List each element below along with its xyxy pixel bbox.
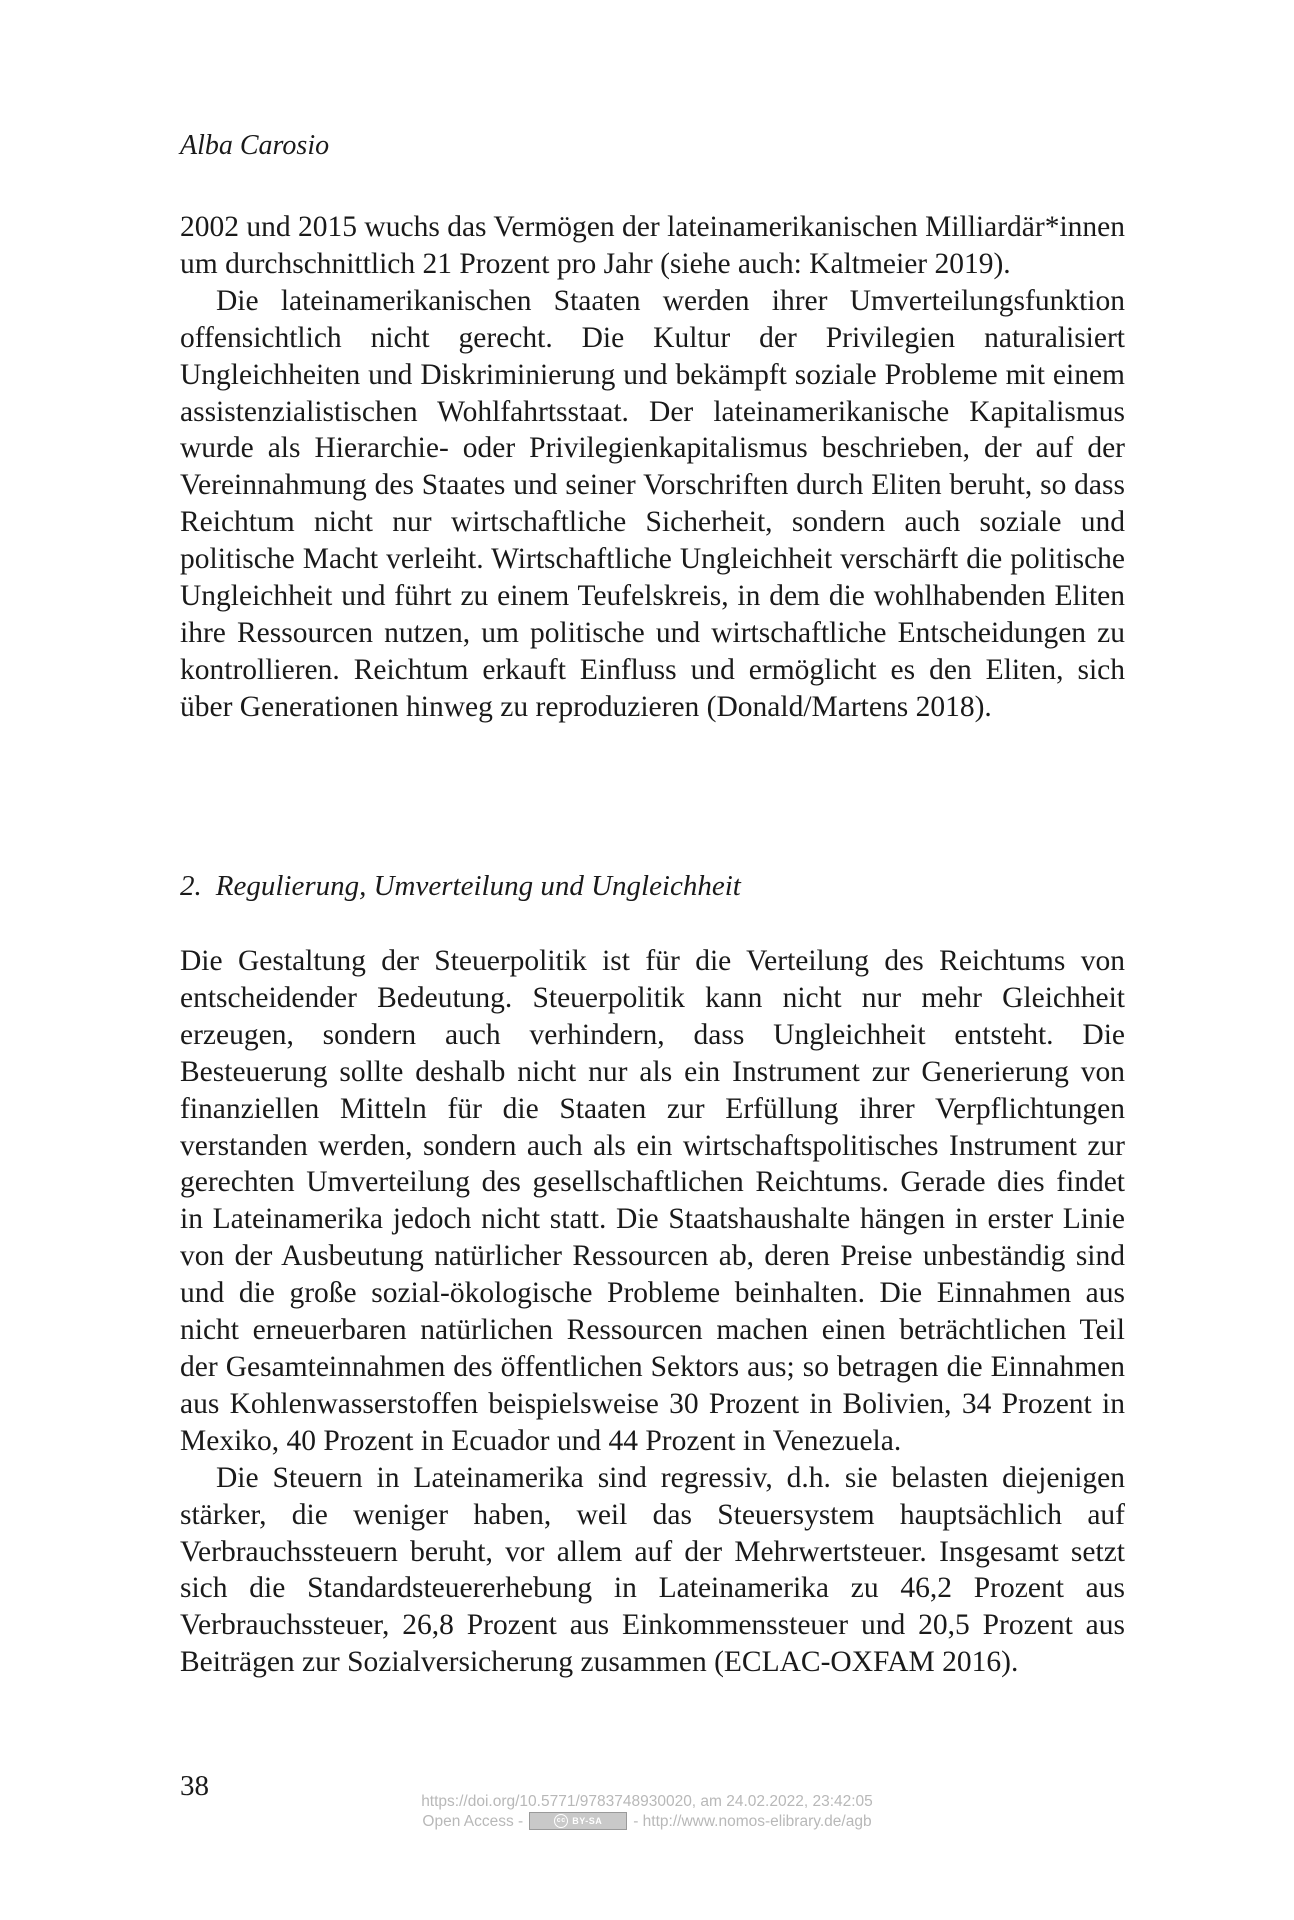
section-title: Regulierung, Umverteilung und Ungleichheit bbox=[215, 870, 741, 902]
paragraph: Die Steuern in Lateinamerika sind regressiv, d.h. sie belasten diejenigen stärker, die weniger haben, weil das Steuersystem hauptsächlich auf Verbrauchssteuern beruht, vor allem auf der Mehrwertsteuer. Insgesamt setzt sich die Standardsteuererhebung in Lateinamerika zu 46,2 Prozent aus Verbrauchssteuer, 26,8 Prozent aus Einkommenssteuer und 20,5 Prozent aus Beiträgen zur Sozialversicherung zusammen (ECLAC-OXFAM 2016). bbox=[180, 1461, 1125, 1679]
section-heading bbox=[180, 868, 741, 904]
license-type: BY-SA bbox=[572, 1815, 603, 1826]
paragraph: Die lateinamerikanischen Staaten werden ihrer Umverteilungsfunktion offensichtlich nicht gerecht. Die Kultur der Privilegien naturalisiert Ungleichheiten und Diskriminierung und bekämpft soziale Probleme mit einem assistenzialistischen Wohlfahrtsstaat. Der lateinamerikanische Kapitalismus wurde als Hierarchie- oder Privilegienkapitalismus beschrieben, der auf der Vereinnahmung des Staates und seiner Vorschriften durch Eliten beruht, so dass Reichtum nicht nur wirtschaftliche Sicherheit, sondern auch soziale und politische Macht verleiht. Wirtschaftliche Ungleichheit verschärft die politische Ungleichheit und führt zu einem Teufelskreis, in dem die wohlhabenden Eliten ihre Ressourcen nutzen, um politische und wirtschaftliche Entscheidungen zu kontrollieren. Reichtum erkauft Einfluss und ermöglicht es den Eliten, sich über Generationen hinweg zu reproduzieren (Donald/Martens 2018). bbox=[180, 284, 1125, 723]
cc-circle-icon: cc bbox=[554, 1814, 568, 1828]
footer-doi-line[interactable]: https://doi.org/10.5771/9783748930020, am 24.02.2022, 23:42:05 bbox=[421, 1793, 873, 1810]
paragraph-continued: 2002 und 2015 wuchs das Vermögen der lateinamerikanischen Milliardär*innen um durchschnittlich 21 Prozent pro Jahr (siehe auch: Kaltmeier 2019). bbox=[180, 211, 1125, 280]
paragraph: Die Gestaltung der Steuerpolitik ist für die Verteilung des Reichtums von entscheidender Bedeutung. Steuerpolitik kann nicht nur mehr Gleichheit erzeugen, sondern auch verhindern, dass Ungleichheit entsteht. Die Besteuerung sollte deshalb nicht nur als ein Instrument zur Generierung von finanziellen Mitteln für die Staaten zur Erfüllung ihrer Verpflichtungen verstanden werden, sondern auch als ein wirtschaftspolitisches Instrument zur gerechten Umverteilung des gesellschaftlichen Reichtums. Gerade dies findet in Lateinamerika jedoch nicht statt. Die Staatshaushalte hängen in erster Linie von der Ausbeutung natürlicher Ressourcen ab, deren Preise unbeständig sind und die große sozial-ökologische Probleme beinhalten. Die Einnahmen aus nicht erneuerbaren natürlichen Ressourcen machen einen beträchtlichen Teil der Gesamteinnahmen des öffentlichen Sektors aus; so betragen die Einnahmen aus Kohlenwasserstoffen beispielsweise 30 Prozent in Bolivien, 34 Prozent in Mexiko, 40 Prozent in Ecuador und 44 Prozent in Venezuela. bbox=[180, 945, 1125, 1457]
body-text-top bbox=[180, 209, 1125, 726]
open-access-label: Open Access - bbox=[422, 1813, 524, 1830]
section-number: 2. bbox=[180, 870, 202, 902]
body-text-section bbox=[180, 943, 1125, 1681]
page-number: 38 bbox=[180, 1770, 209, 1802]
cc-license-badge-icon[interactable] bbox=[529, 1812, 627, 1830]
running-header-author: Alba Carosio bbox=[180, 130, 330, 161]
agb-link[interactable]: - http://www.nomos-elibrary.de/agb bbox=[633, 1813, 872, 1830]
footer-access-line bbox=[0, 1812, 1294, 1832]
